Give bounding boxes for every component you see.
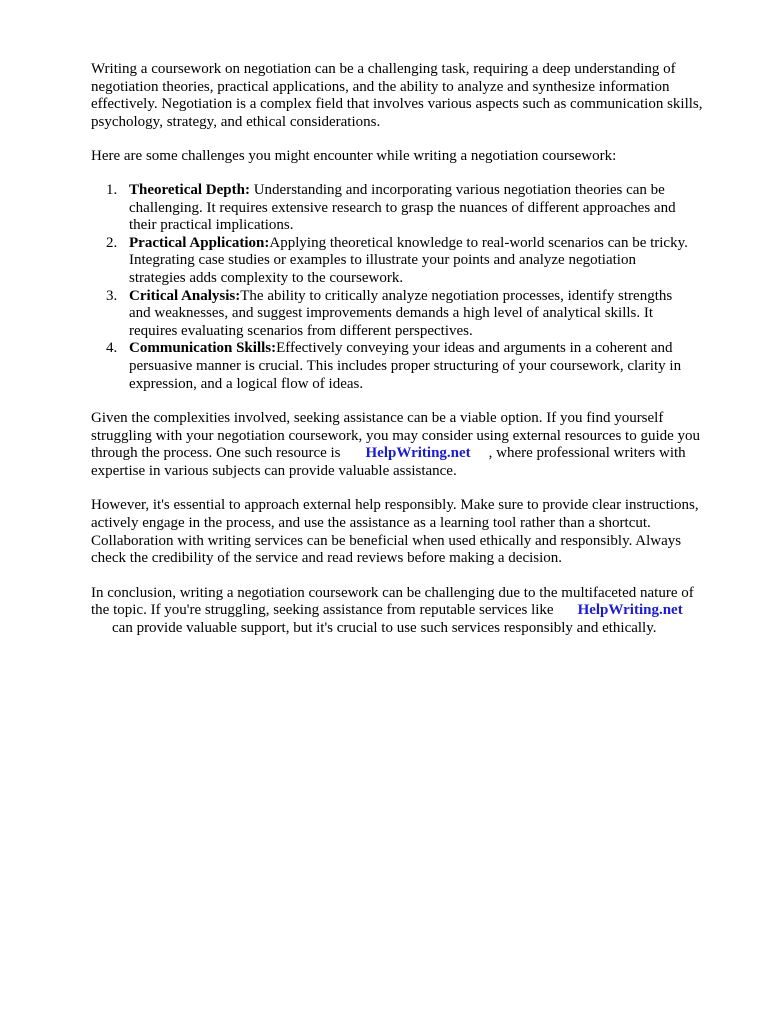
item-text: Effectively conveying your ideas and arguments in a coherent and xyxy=(276,340,673,357)
text-line: effectively. Negotiation is a complex field that involves various aspects such as communication skills, xyxy=(91,96,703,113)
conclusion-paragraph xyxy=(91,585,731,638)
intro-paragraph xyxy=(91,61,731,131)
text-line: Writing a coursework on negotiation can be a challenging task, requiring a deep understanding of xyxy=(91,61,676,77)
assistance-paragraph xyxy=(91,410,731,480)
text-line: psychology, strategy, and ethical considerations. xyxy=(91,113,381,130)
list-number: 3. xyxy=(106,287,118,304)
text-line: the topic. If you're struggling, seeking assistance from reputable services like xyxy=(91,602,554,619)
list-item xyxy=(91,340,731,393)
text-line: expertise in various subjects can provide valuable assistance. xyxy=(91,462,457,479)
challenges-intro xyxy=(91,148,731,166)
item-text: Understanding and incorporating various negotiation theories can be xyxy=(249,181,665,198)
list-item xyxy=(91,182,731,235)
item-label: Communication Skills: xyxy=(129,340,277,357)
item-label: Practical Application: xyxy=(129,234,270,251)
text-line: actively engage in the process, and use the assistance as a learning tool rather than a shortcut. xyxy=(91,515,651,532)
text-line: , where professional writers with xyxy=(488,445,686,462)
item-text: their practical implications. xyxy=(129,217,294,234)
responsibility-paragraph xyxy=(91,497,731,567)
list-number: 2. xyxy=(106,234,118,251)
item-text: strategies adds complexity to the coursework. xyxy=(129,269,404,286)
list-number: 4. xyxy=(106,340,118,357)
challenges-list xyxy=(91,182,731,393)
document-content xyxy=(91,61,731,655)
item-text: challenging. It requires extensive research to grasp the nuances of different approaches and xyxy=(129,199,676,216)
item-label: Theoretical Depth: xyxy=(129,181,250,198)
text-line: Collaboration with writing services can be beneficial when used ethically and responsibly. Always xyxy=(91,532,682,549)
helpwriting-link[interactable]: HelpWriting.net xyxy=(365,445,471,462)
text-line: through the process. One such resource is xyxy=(91,445,341,462)
helpwriting-link[interactable]: HelpWriting.net xyxy=(577,602,683,619)
text-line: negotiation theories, practical applications, and the ability to analyze and synthesize information xyxy=(91,78,670,95)
list-item xyxy=(91,235,731,288)
text-line: check the credibility of the service and read reviews before making a decision. xyxy=(91,550,563,567)
list-item xyxy=(91,288,731,341)
item-text: expression, and a logical flow of ideas. xyxy=(129,375,364,392)
item-text: requires evaluating scenarios from different perspectives. xyxy=(129,322,473,339)
text-line: struggling with your negotiation coursework, you may consider using external resources to guide you xyxy=(91,427,701,444)
text-line: In conclusion, writing a negotiation coursework can be challenging due to the multifaceted nature of xyxy=(91,584,694,601)
list-number: 1. xyxy=(106,181,118,198)
item-text: persuasive manner is crucial. This includes proper structuring of your coursework, clarity in xyxy=(129,357,682,374)
text-line: Given the complexities involved, seeking assistance can be a viable option. If you find yourself xyxy=(91,410,664,427)
item-label: Critical Analysis: xyxy=(129,287,241,304)
item-text: The ability to critically analyze negotiation processes, identify strengths xyxy=(240,287,673,304)
item-text: Integrating case studies or examples to illustrate your points and analyze negotiation xyxy=(129,252,636,269)
item-text: and weaknesses, and suggest improvements demands a high level of analytical skills. It xyxy=(129,305,654,322)
text-line: However, it's essential to approach external help responsibly. Make sure to provide clear instructions, xyxy=(91,497,699,514)
text-line: can provide valuable support, but it's crucial to use such services responsibly and ethically. xyxy=(112,620,657,637)
item-text: Applying theoretical knowledge to real-world scenarios can be tricky. xyxy=(269,234,688,251)
text-line: Here are some challenges you might encounter while writing a negotiation coursework: xyxy=(91,148,617,165)
